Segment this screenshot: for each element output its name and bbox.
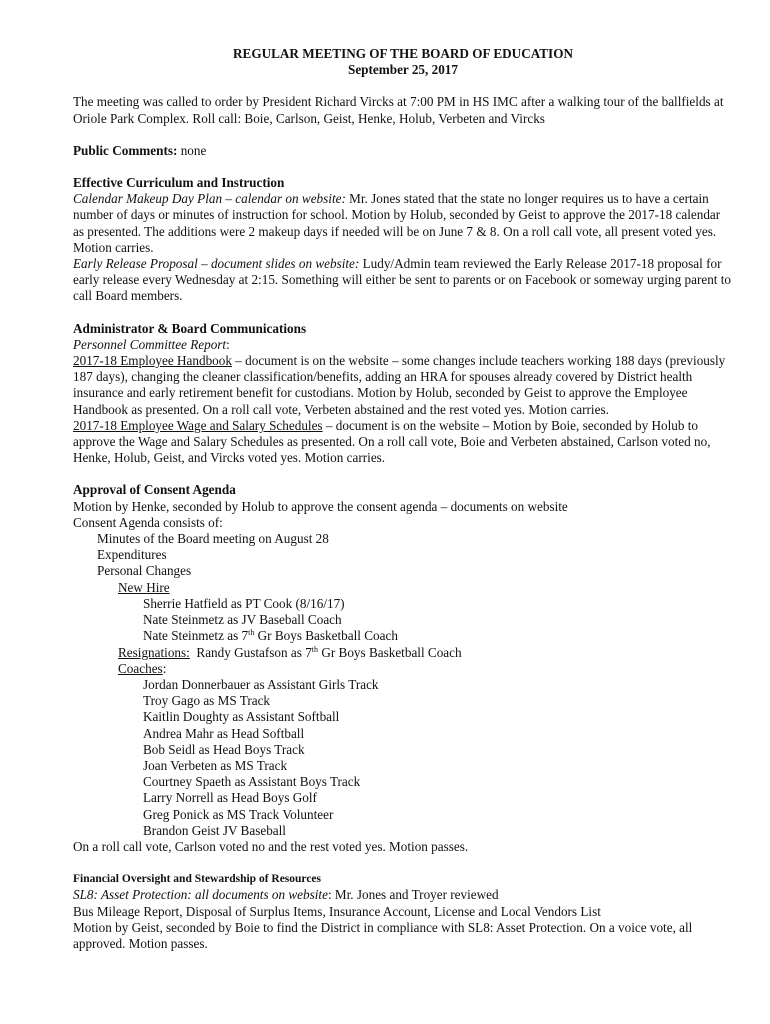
ordinal-suffix: th — [311, 644, 319, 654]
coach-item: Kaitlin Doughty as Assistant Softball — [143, 709, 340, 725]
handbook-label: 2017-18 Employee Handbook — [73, 353, 232, 369]
document-title: REGULAR MEETING OF THE BOARD OF EDUCATION — [233, 46, 573, 61]
sl8-text: : Mr. Jones and Troyer reviewed — [327, 887, 499, 903]
ordinal-suffix: th — [248, 628, 255, 638]
handbook-paragraph — [73, 353, 733, 418]
new-hire-item — [73, 628, 733, 644]
resignations-line — [73, 645, 733, 661]
coach-item: Greg Ponick as MS Track Volunteer — [143, 806, 334, 822]
personnel-report-label: Personnel Committee Report — [73, 336, 227, 352]
public-comments-text: none — [177, 142, 207, 158]
handbook-text: – document is on the website – some changes include teachers working 188 days (previously 187 days), changing the cleaner classification/benefits, adding an HRA for spouses already covered by District health insurance and early retirement benefit for custodians. Motion by Holub, seconded by Geist to approve the Employee Handbook as presented. On a roll call vote, Verbeten abstained and the rest voted yes. Motion carries. — [73, 353, 726, 417]
wage-label: 2017-18 Employee Wage and Salary Schedules — [73, 417, 323, 433]
public-comments — [73, 143, 733, 159]
admin-heading: Administrator & Board Communications — [73, 320, 307, 336]
makeup-day-text: Mr. Jones stated that the state no longer requires us to have a certain number of days or minutes of instruction for school. Motion by Holub, seconded by Geist to approve the 2017-18 calendar as presented. The additions were 2 makeup days if needed will be on June 7 & 8. On a roll call vote, all present voted yes. Motion carries. — [73, 191, 721, 255]
coach-item: Bob Seidl as Head Boys Track — [143, 741, 305, 757]
new-hire-item: Sherrie Hatfield as PT Cook (8/16/17) — [143, 595, 345, 611]
coach-item: Joan Verbeten as MS Track — [143, 757, 288, 773]
coaches-label — [73, 661, 733, 677]
coaches-label-text: Coaches — [118, 660, 163, 676]
sl8-label: SL8: Asset Protection: all documents on website — [73, 887, 328, 903]
meeting-date: September 25, 2017 — [347, 62, 458, 78]
consent-consists: Consent Agenda consists of: — [73, 514, 223, 530]
resignation-text: Gr Boys Basketball Coach — [318, 644, 462, 660]
early-release-paragraph — [73, 256, 733, 305]
curriculum-heading: Effective Curriculum and Instruction — [73, 175, 285, 191]
sl8-paragraph — [73, 887, 733, 903]
coach-item: Jordan Donnerbauer as Assistant Girls Track — [143, 676, 379, 692]
consent-motion: Motion by Henke, seconded by Holub to approve the consent agenda – documents on website — [73, 498, 568, 514]
resignation-text: Randy Gustafson as 7 — [189, 644, 312, 660]
early-release-label: Early Release Proposal – document slides on website: — [73, 256, 360, 272]
new-hire-item-text: Nate Steinmetz as 7 — [143, 628, 249, 644]
personnel-report — [73, 337, 733, 353]
coach-item: Larry Norrell as Head Boys Golf — [143, 790, 317, 806]
coach-item: Courtney Spaeth as Assistant Boys Track — [143, 774, 361, 790]
resignations-label: Resignations: — [118, 644, 190, 660]
reports-list: Bus Mileage Report, Disposal of Surplus Items, Insurance Account, License and Local Vendors List — [73, 903, 601, 919]
new-hire-item: Nate Steinmetz as JV Baseball Coach — [143, 612, 342, 628]
makeup-day-label: Calendar Makeup Day Plan – calendar on website: — [73, 191, 346, 207]
coach-item: Troy Gago as MS Track — [143, 693, 271, 709]
makeup-day-paragraph — [73, 191, 733, 256]
early-release-text: Ludy/Admin team reviewed the Early Release 2017-18 proposal for early release every Wednesday at 2:15. Something will either be sent to parents or on Facebook or someway urging parent to call Board members. — [73, 256, 732, 304]
intro-paragraph: The meeting was called to order by President Richard Vircks at 7:00 PM in HS IMC after a walking tour of the ballfields at Oriole Park Complex. Roll call: Boie, Carlson, Geist, Henke, Holub, Verbeten and Vircks — [73, 94, 724, 126]
meeting-minutes-page — [73, 46, 733, 952]
new-hire-label-text: New Hire — [118, 579, 170, 595]
new-hire-item-text: Gr Boys Basketball Coach — [254, 628, 398, 644]
financial-heading: Financial Oversight and Stewardship of Resources — [73, 873, 322, 886]
consent-heading: Approval of Consent Agenda — [73, 482, 236, 498]
wage-text: – document is on the website – Motion by Boie, seconded by Holub to approve the Wage and Salary Schedules as presented. On a roll call vote, Boie and Verbeten abstained, Carlson voted no, Henke, Holub, Geist, and Vircks voted yes. Motion carries. — [73, 417, 711, 466]
wage-paragraph — [73, 418, 733, 467]
financial-motion: Motion by Geist, seconded by Boie to find the District in compliance with SL8: Asset Protection. On a voice vote, all approved. Motion passes. — [73, 919, 693, 951]
coach-item: Andrea Mahr as Head Softball — [143, 725, 305, 741]
consent-item: Minutes of the Board meeting on August 28 — [97, 531, 329, 547]
new-hire-label — [73, 580, 733, 596]
coach-item: Brandon Geist JV Baseball — [143, 822, 286, 838]
coaches-colon: : — [162, 660, 167, 676]
consent-item: Personal Changes — [97, 563, 192, 579]
consent-item: Expenditures — [97, 547, 167, 563]
personnel-report-colon: : — [226, 336, 230, 352]
public-comments-label: Public Comments: — [73, 142, 178, 158]
consent-result: On a roll call vote, Carlson voted no and the rest voted yes. Motion passes. — [73, 838, 469, 854]
